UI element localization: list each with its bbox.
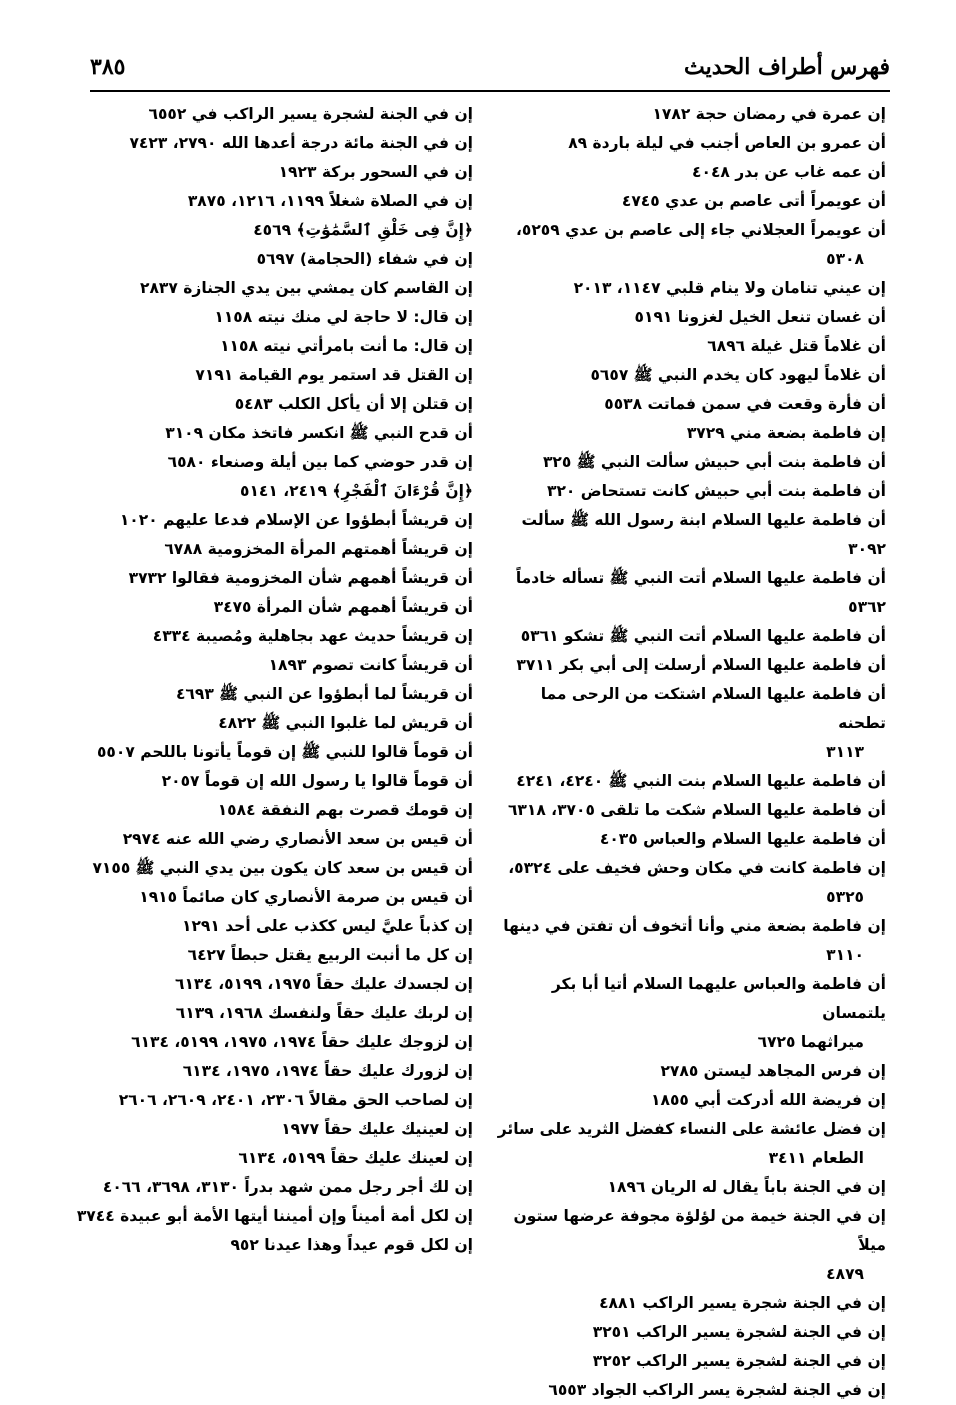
- entry-continuation: ٣١١٣: [826, 743, 864, 761]
- index-entry: [494, 129, 886, 158]
- entry-text: إن لعينك عليك حقاً ٥١٩٩، ٦١٣٤: [238, 1149, 473, 1167]
- page-header: [90, 50, 890, 92]
- entry-text: إن فاطمة بضعة مني وأنا أتخوف أن تفتن في دينها: [503, 917, 886, 935]
- entry-text: أن قدح النبي ﷺ انكسر فاتخذ مكان ٣١٠٩: [165, 424, 473, 442]
- entry-text: إن في الجنة لشجرة يسير الراكب ٣٢٥١: [592, 1323, 886, 1341]
- index-entry: [494, 1057, 886, 1086]
- index-entry: [73, 622, 473, 651]
- entry-text: أن قريش لما غلبوا النبي ﷺ ٤٨٢٢: [218, 714, 473, 732]
- index-entry: [73, 680, 473, 709]
- index-entry: [73, 100, 473, 129]
- index-entry: [494, 825, 886, 854]
- index-entry: [73, 593, 473, 622]
- entry-text: أن قوماً قالوا للنبي ﷺ إن قوماً يأتونا باللحم ٥٥٠٧: [96, 743, 473, 761]
- index-entry: [73, 912, 473, 941]
- left-column: [73, 100, 473, 1260]
- entry-text: إن لصاحب الحق مقالاً ٢٣٠٦، ٢٤٠١، ٢٦٠٩، ٢٦٠٦: [118, 1091, 473, 1109]
- entry-text: أن عويمراً العجلاني جاء إلى عاصم بن عدي ٥٢٥٩،: [515, 221, 886, 239]
- index-entry: [494, 564, 886, 622]
- page-number: ٣٨٥: [90, 54, 126, 80]
- index-entry: [494, 854, 886, 912]
- entry-text: أن قريشاً كانت تصوم ١٨٩٣: [268, 656, 473, 674]
- entry-text: إن عمرة في رمضان حجة ١٧٨٢: [652, 105, 886, 123]
- entry-continuation: ٣١١٠: [826, 946, 864, 964]
- entry-text: إن في السحور بركة ١٩٢٣: [278, 163, 473, 181]
- index-entry: [73, 158, 473, 187]
- entry-text: أن قيس بن سعد الأنصاري رضي الله عنه ٢٩٧٤: [122, 830, 473, 848]
- entry-text: ﴿إِنَّ قُرْءَانَ ٱلْفَجْرِ﴾ ٢٤١٩، ٥١٤١: [239, 482, 473, 500]
- index-entry: [494, 361, 886, 390]
- entry-text: إن قال: ما أنت بامرأتي نيته ١١٥٨: [220, 337, 473, 355]
- entry-continuation: ٥٣٢٥: [826, 888, 864, 906]
- index-entry: [73, 274, 473, 303]
- entry-text: أن قريشاً لما أبطؤوا عن النبي ﷺ ٤٦٩٣: [175, 685, 473, 703]
- index-entry: [73, 129, 473, 158]
- index-entry: [73, 999, 473, 1028]
- entry-text: إن فضل عائشة على النساء كفضل الثريد على سائر: [497, 1120, 886, 1138]
- entry-text: إن في الجنة مائة درجة أعدها الله ٢٧٩٠، ٧٤٢٣: [129, 134, 473, 152]
- entry-text: أن عمرو بن العاص أجنب في ليلة باردة ٨٩: [568, 134, 886, 152]
- index-entry: [494, 970, 886, 1057]
- index-entry: [494, 506, 886, 564]
- index-entry: [494, 1202, 886, 1289]
- index-entry: [73, 1057, 473, 1086]
- entry-text: إن لزورك عليك حقاً ١٩٧٤، ١٩٧٥، ٦١٣٤: [182, 1062, 473, 1080]
- index-entry: [73, 1115, 473, 1144]
- index-entry: [73, 796, 473, 825]
- entry-text: أن فاطمة عليها السلام اشتكت من الرحى مما تطحنه: [540, 685, 886, 732]
- index-entry: [73, 477, 473, 506]
- entry-text: إن في الجنة شجرة يسير الراكب ٤٨٨١: [599, 1294, 886, 1312]
- entry-text: إن قومك قصرت بهم النفقة ١٥٨٤: [217, 801, 473, 819]
- index-entry: [494, 390, 886, 419]
- index-entry: [494, 216, 886, 274]
- entry-text: إن فاطمة كانت في مكان وحش فخيف على ٥٣٢٤،: [508, 859, 886, 877]
- entry-text: أن فاطمة عليها السلام والعباس ٤٠٣٥: [599, 830, 886, 848]
- entry-text: إن قدر حوضي كما بين أيلة وصنعاء ٦٥٨٠: [167, 453, 473, 471]
- entry-text: إن لجسدك عليك حقاً ١٩٧٥، ٥١٩٩، ٦١٣٤: [175, 975, 473, 993]
- index-entry: [73, 216, 473, 245]
- index-entry: [73, 332, 473, 361]
- index-entry: [73, 854, 473, 883]
- entry-text: أن فاطمة عليها السلام أتت النبي ﷺ تشكو ٥٣٦١: [520, 627, 886, 645]
- index-entry: [73, 651, 473, 680]
- entry-text: إن كذباً عليَّ ليس ككذب على أحد ١٢٩١: [181, 917, 473, 935]
- index-entry: [494, 1115, 886, 1173]
- entry-text: إن فاطمة بضعة مني ٣٧٢٩: [686, 424, 886, 442]
- index-entry: [494, 303, 886, 332]
- entry-text: أن قوماً قالوا يا رسول الله إن قوماً ٢٠٥٧: [161, 772, 473, 790]
- index-entry: [73, 1173, 473, 1202]
- entry-continuation: ميراثهما ٦٧٢٥: [757, 1033, 864, 1051]
- index-entry: [73, 767, 473, 796]
- entry-text: أن فاطمة عليها السلام بنت النبي ﷺ ٤٢٤٠، ٤٢٤١: [516, 772, 886, 790]
- entry-text: إن قريشاً حديث عهد بجاهلية ومُصيبة ٤٣٣٤: [152, 627, 473, 645]
- entry-text: إن فريضة الله أدركت أبي ١٨٥٥: [651, 1091, 886, 1109]
- index-entry: [73, 506, 473, 535]
- entry-text: إن لكل قوم عيداً وهذا عيدنا ٩٥٢: [230, 1236, 473, 1254]
- entry-text: أن غلاماً قتل غيلة ٦٨٩٦: [707, 337, 886, 355]
- index-entry: [494, 419, 886, 448]
- index-entry: [73, 187, 473, 216]
- index-entry: [73, 448, 473, 477]
- entry-text: إن لزوجك عليك حقاً ١٩٧٤، ١٩٧٥، ٥١٩٩، ٦١٣٤: [131, 1033, 473, 1051]
- entry-text: إن في الصلاة شغلاً ١١٩٩، ١٢١٦، ٣٨٧٥: [187, 192, 473, 210]
- entry-text: إن في الجنة باباً يقال له الريان ١٨٩٦: [607, 1178, 886, 1196]
- entry-text: أن فاطمة عليها السلام أرسلت إلى أبي بكر ٣٧١١: [516, 656, 886, 674]
- entry-text: إن كل ما أنبت الربيع يقتل حبطاً ٦٤٢٧: [187, 946, 473, 964]
- index-entry: [494, 477, 886, 506]
- entry-text: ﴿إِنَّ فِى خَلْقِ ٱلسَّمَٰوَٰتِ﴾ ٤٥٦٩: [253, 221, 473, 239]
- entry-text: إن القاسم كان يمشي بين يدي الجنازة ٢٨٣٧: [140, 279, 473, 297]
- entry-continuation: ٥٣٠٨: [826, 250, 864, 268]
- entry-text: إن في الجنة خيمة من لؤلؤة مجوفة عرضها ستون ميلاً: [513, 1207, 886, 1254]
- entry-text: أن عويمراً أتى عاصم بن عدي ٤٧٤٥: [621, 192, 886, 210]
- index-entry: [73, 970, 473, 999]
- index-entry: [73, 564, 473, 593]
- index-entry: [73, 883, 473, 912]
- index-entry: [494, 1347, 886, 1376]
- index-entry: [73, 303, 473, 332]
- index-entry: [494, 100, 886, 129]
- index-entry: [73, 390, 473, 419]
- entry-text: أن عمه غاب عن بدر ٤٠٤٨: [692, 163, 886, 181]
- entry-text: إن في الجنة لشجرة يسر الراكب الجواد ٦٥٥٣: [548, 1381, 886, 1399]
- index-entry: [73, 1028, 473, 1057]
- index-entry: [73, 419, 473, 448]
- entry-text: أن فاطمة بنت أبي حبيش كانت تستحاض ٣٢٠: [547, 482, 886, 500]
- entry-text: إن لربك عليك حقاً ولنفسك ١٩٦٨، ٦١٣٩: [175, 1004, 473, 1022]
- index-entry: [73, 1231, 473, 1260]
- entry-text: إن في شفاء (الحجامة) ٥٦٩٧: [256, 250, 473, 268]
- page-title: فهرس أطراف الحديث: [684, 54, 890, 80]
- index-entry: [73, 535, 473, 564]
- entry-text: إن لك أجر رجل ممن شهد بدراً ٣١٣٠، ٣٦٩٨، ٤٠٦٦: [102, 1178, 473, 1196]
- entry-continuation: ٤٨٧٩: [826, 1265, 864, 1283]
- entry-text: إن قتلن إلا أن يأكل الكلب ٥٤٨٣: [234, 395, 473, 413]
- entry-text: أن فاطمة عليها السلام ابنة رسول الله ﷺ سألت ٣٠٩٢: [521, 511, 886, 558]
- index-entry: [494, 680, 886, 767]
- index-entry: [494, 796, 886, 825]
- index-entry: [494, 1086, 886, 1115]
- index-entry: [73, 1144, 473, 1173]
- entry-text: أن قيس بن صرمة الأنصاري كان صائماً ١٩١٥: [139, 888, 473, 906]
- entry-continuation: الطعام ٣٤١١: [768, 1149, 864, 1167]
- index-entry: [73, 245, 473, 274]
- entry-text: أن قريشاً أهمهم شأن المرأة ٣٤٧٥: [213, 598, 473, 616]
- entry-text: أن فاطمة عليها السلام أتت النبي ﷺ تسأله خادماً ٥٣٦٢: [515, 569, 886, 616]
- entry-text: إن قال: لا حاجة لي منك نيته ١١٥٨: [214, 308, 473, 326]
- entry-text: أن غسان تنعل الخيل لغزونا ٥١٩١: [634, 308, 886, 326]
- entry-text: إن عيني تنامان ولا ينام قلبي ١١٤٧، ٢٠١٣: [573, 279, 886, 297]
- index-entry: [494, 1289, 886, 1318]
- index-entry: [494, 767, 886, 796]
- index-entry: [73, 1086, 473, 1115]
- index-entry: [494, 622, 886, 651]
- index-entry: [73, 709, 473, 738]
- index-entry: [494, 274, 886, 303]
- index-entry: [494, 912, 886, 970]
- entry-text: إن لعينيك عليك حقاً ١٩٧٧: [281, 1120, 473, 1138]
- index-entry: [494, 448, 886, 477]
- entry-text: أن قريشاً أهمهم شأن المخزومية فقالوا ٣٧٣٢: [128, 569, 473, 587]
- entry-text: أن فاطمة عليها السلام شكت ما تلقى ٣٧٠٥، ٦٣١٨: [507, 801, 886, 819]
- entry-text: إن القتل قد استمر يوم القيامة ٧١٩١: [195, 366, 473, 384]
- index-entry: [73, 738, 473, 767]
- index-entry: [494, 1318, 886, 1347]
- entry-text: إن قريشاً أبطؤوا عن الإسلام فدعا عليهم ١٠٢٠: [119, 511, 473, 529]
- index-entry: [494, 651, 886, 680]
- entry-text: إن فرس المجاهد ليستن ٢٧٨٥: [660, 1062, 886, 1080]
- index-entry: [73, 825, 473, 854]
- entry-text: أن غلاماً ليهود كان يخدم النبي ﷺ ٥٦٥٧: [590, 366, 886, 384]
- index-entry: [73, 361, 473, 390]
- entry-text: أن فأرة وقعت في سمن فماتت ٥٥٣٨: [604, 395, 886, 413]
- entry-text: أن فاطمة والعباس عليهما السلام أتيا أبا بكر يلتمسان: [551, 975, 886, 1022]
- index-entry: [494, 1376, 886, 1405]
- index-entry: [73, 941, 473, 970]
- right-column: [494, 100, 886, 1405]
- index-entry: [494, 158, 886, 187]
- entry-text: أن قيس بن سعد كان يكون بين يدي النبي ﷺ ٧١٥٥: [92, 859, 473, 877]
- entry-text: إن قريشاً أهمتهم المرأة المخزومية ٦٧٨٨: [164, 540, 473, 558]
- index-entry: [494, 332, 886, 361]
- index-entry: [73, 1202, 473, 1231]
- entry-text: إن لكل أمة أميناً وإن أميننا أيتها الأمة أبو عبيدة ٣٧٤٤: [76, 1207, 473, 1225]
- index-entry: [494, 187, 886, 216]
- entry-text: أن فاطمة بنت أبي حبيش سألت النبي ﷺ ٣٢٥: [542, 453, 886, 471]
- index-entry: [494, 1173, 886, 1202]
- entry-text: إن في الجنة لشجرة يسير الراكب ٣٢٥٢: [592, 1352, 886, 1370]
- entry-text: إن في الجنة لشجرة يسير الراكب في ٦٥٥٢: [148, 105, 473, 123]
